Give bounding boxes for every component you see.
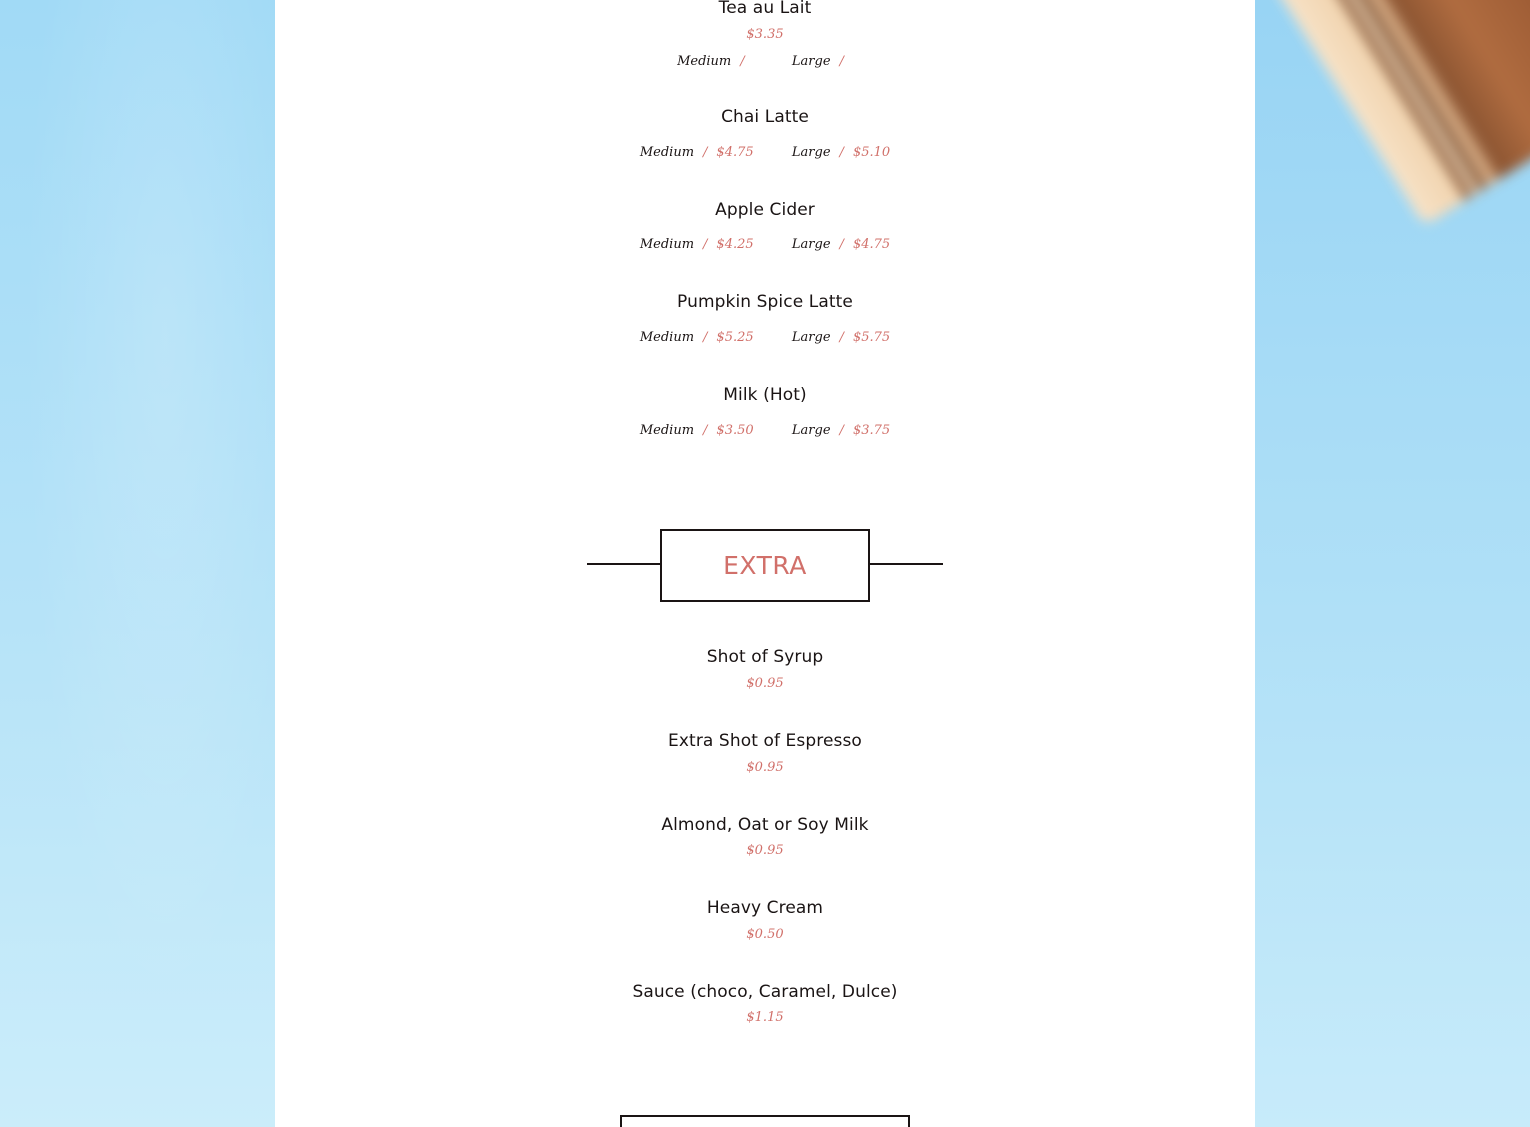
item-sizes	[275, 53, 1255, 71]
item-name: Sauce (choco, Caramel, Dulce)	[632, 982, 898, 1002]
size-medium-price: $5.25	[716, 330, 754, 345]
extra-item-heavy-cream	[275, 897, 1255, 944]
item-sizes	[275, 144, 1255, 162]
section-divider-left	[587, 563, 661, 565]
menu-item-milk-hot	[275, 384, 1255, 440]
size-medium-label: Medium	[639, 237, 695, 252]
item-price: $1.15	[746, 1010, 784, 1025]
extra-item-shot-of-syrup	[275, 646, 1255, 693]
menu-page	[275, 0, 1255, 1127]
extra-item-sauce	[275, 981, 1255, 1027]
size-large-label: Large	[791, 54, 831, 69]
size-large-price: $4.75	[852, 237, 891, 252]
menu-item-tea-au-lait	[275, 0, 1255, 71]
item-sizes	[275, 422, 1255, 440]
item-name: Apple Cider	[715, 200, 815, 220]
menu-item-pumpkin-spice-latte	[275, 291, 1255, 347]
section-title: EXTRA	[723, 551, 807, 580]
menu-item-apple-cider	[275, 199, 1255, 254]
item-price: $3.35	[746, 27, 784, 42]
background-sky-right	[1255, 0, 1530, 1127]
item-name: Chai Latte	[721, 107, 809, 127]
size-separator: /	[839, 145, 844, 160]
size-separator: /	[703, 330, 708, 345]
size-medium-price: $3.50	[716, 423, 754, 438]
menu-item-chai-latte	[275, 106, 1255, 162]
item-sizes	[275, 236, 1255, 254]
size-separator: /	[839, 423, 844, 438]
item-price: $0.50	[746, 927, 784, 942]
size-separator: /	[740, 54, 745, 69]
size-medium-label: Medium	[639, 145, 695, 160]
size-large-label: Large	[791, 330, 831, 345]
item-name: Tea au Lait	[718, 0, 812, 18]
item-name: Shot of Syrup	[706, 647, 824, 667]
section-header-extra	[660, 529, 870, 602]
section-header-next	[620, 1115, 910, 1127]
item-price: $0.95	[746, 676, 784, 691]
section-divider-right	[869, 563, 943, 565]
extra-item-alt-milk	[275, 814, 1255, 860]
size-separator: /	[839, 54, 844, 69]
item-sizes	[275, 329, 1255, 347]
item-price: $0.95	[746, 760, 784, 775]
size-large-price: $5.10	[852, 145, 891, 160]
size-separator: /	[703, 145, 708, 160]
size-large-label: Large	[791, 145, 831, 160]
size-large-price: $5.75	[852, 330, 891, 345]
size-medium-price: $4.75	[716, 145, 754, 160]
size-medium-label: Medium	[677, 54, 732, 69]
item-name: Extra Shot of Espresso	[668, 731, 862, 751]
size-separator: /	[839, 330, 844, 345]
background-sky-left	[0, 0, 275, 1127]
extra-item-extra-shot-espresso	[275, 730, 1255, 777]
size-large-price: $3.75	[852, 423, 891, 438]
item-name: Milk (Hot)	[723, 385, 807, 405]
size-separator: /	[839, 237, 844, 252]
size-large-label: Large	[791, 237, 831, 252]
item-name: Heavy Cream	[706, 898, 824, 918]
size-separator: /	[703, 237, 708, 252]
item-price: $0.95	[746, 843, 784, 858]
size-large-label: Large	[791, 423, 831, 438]
size-medium-price: $4.25	[716, 237, 754, 252]
size-medium-label: Medium	[639, 330, 695, 345]
size-separator: /	[703, 423, 708, 438]
size-medium-label: Medium	[639, 423, 695, 438]
item-name: Pumpkin Spice Latte	[677, 292, 853, 312]
background-roof-image	[1265, 0, 1530, 226]
item-name: Almond, Oat or Soy Milk	[661, 815, 869, 835]
